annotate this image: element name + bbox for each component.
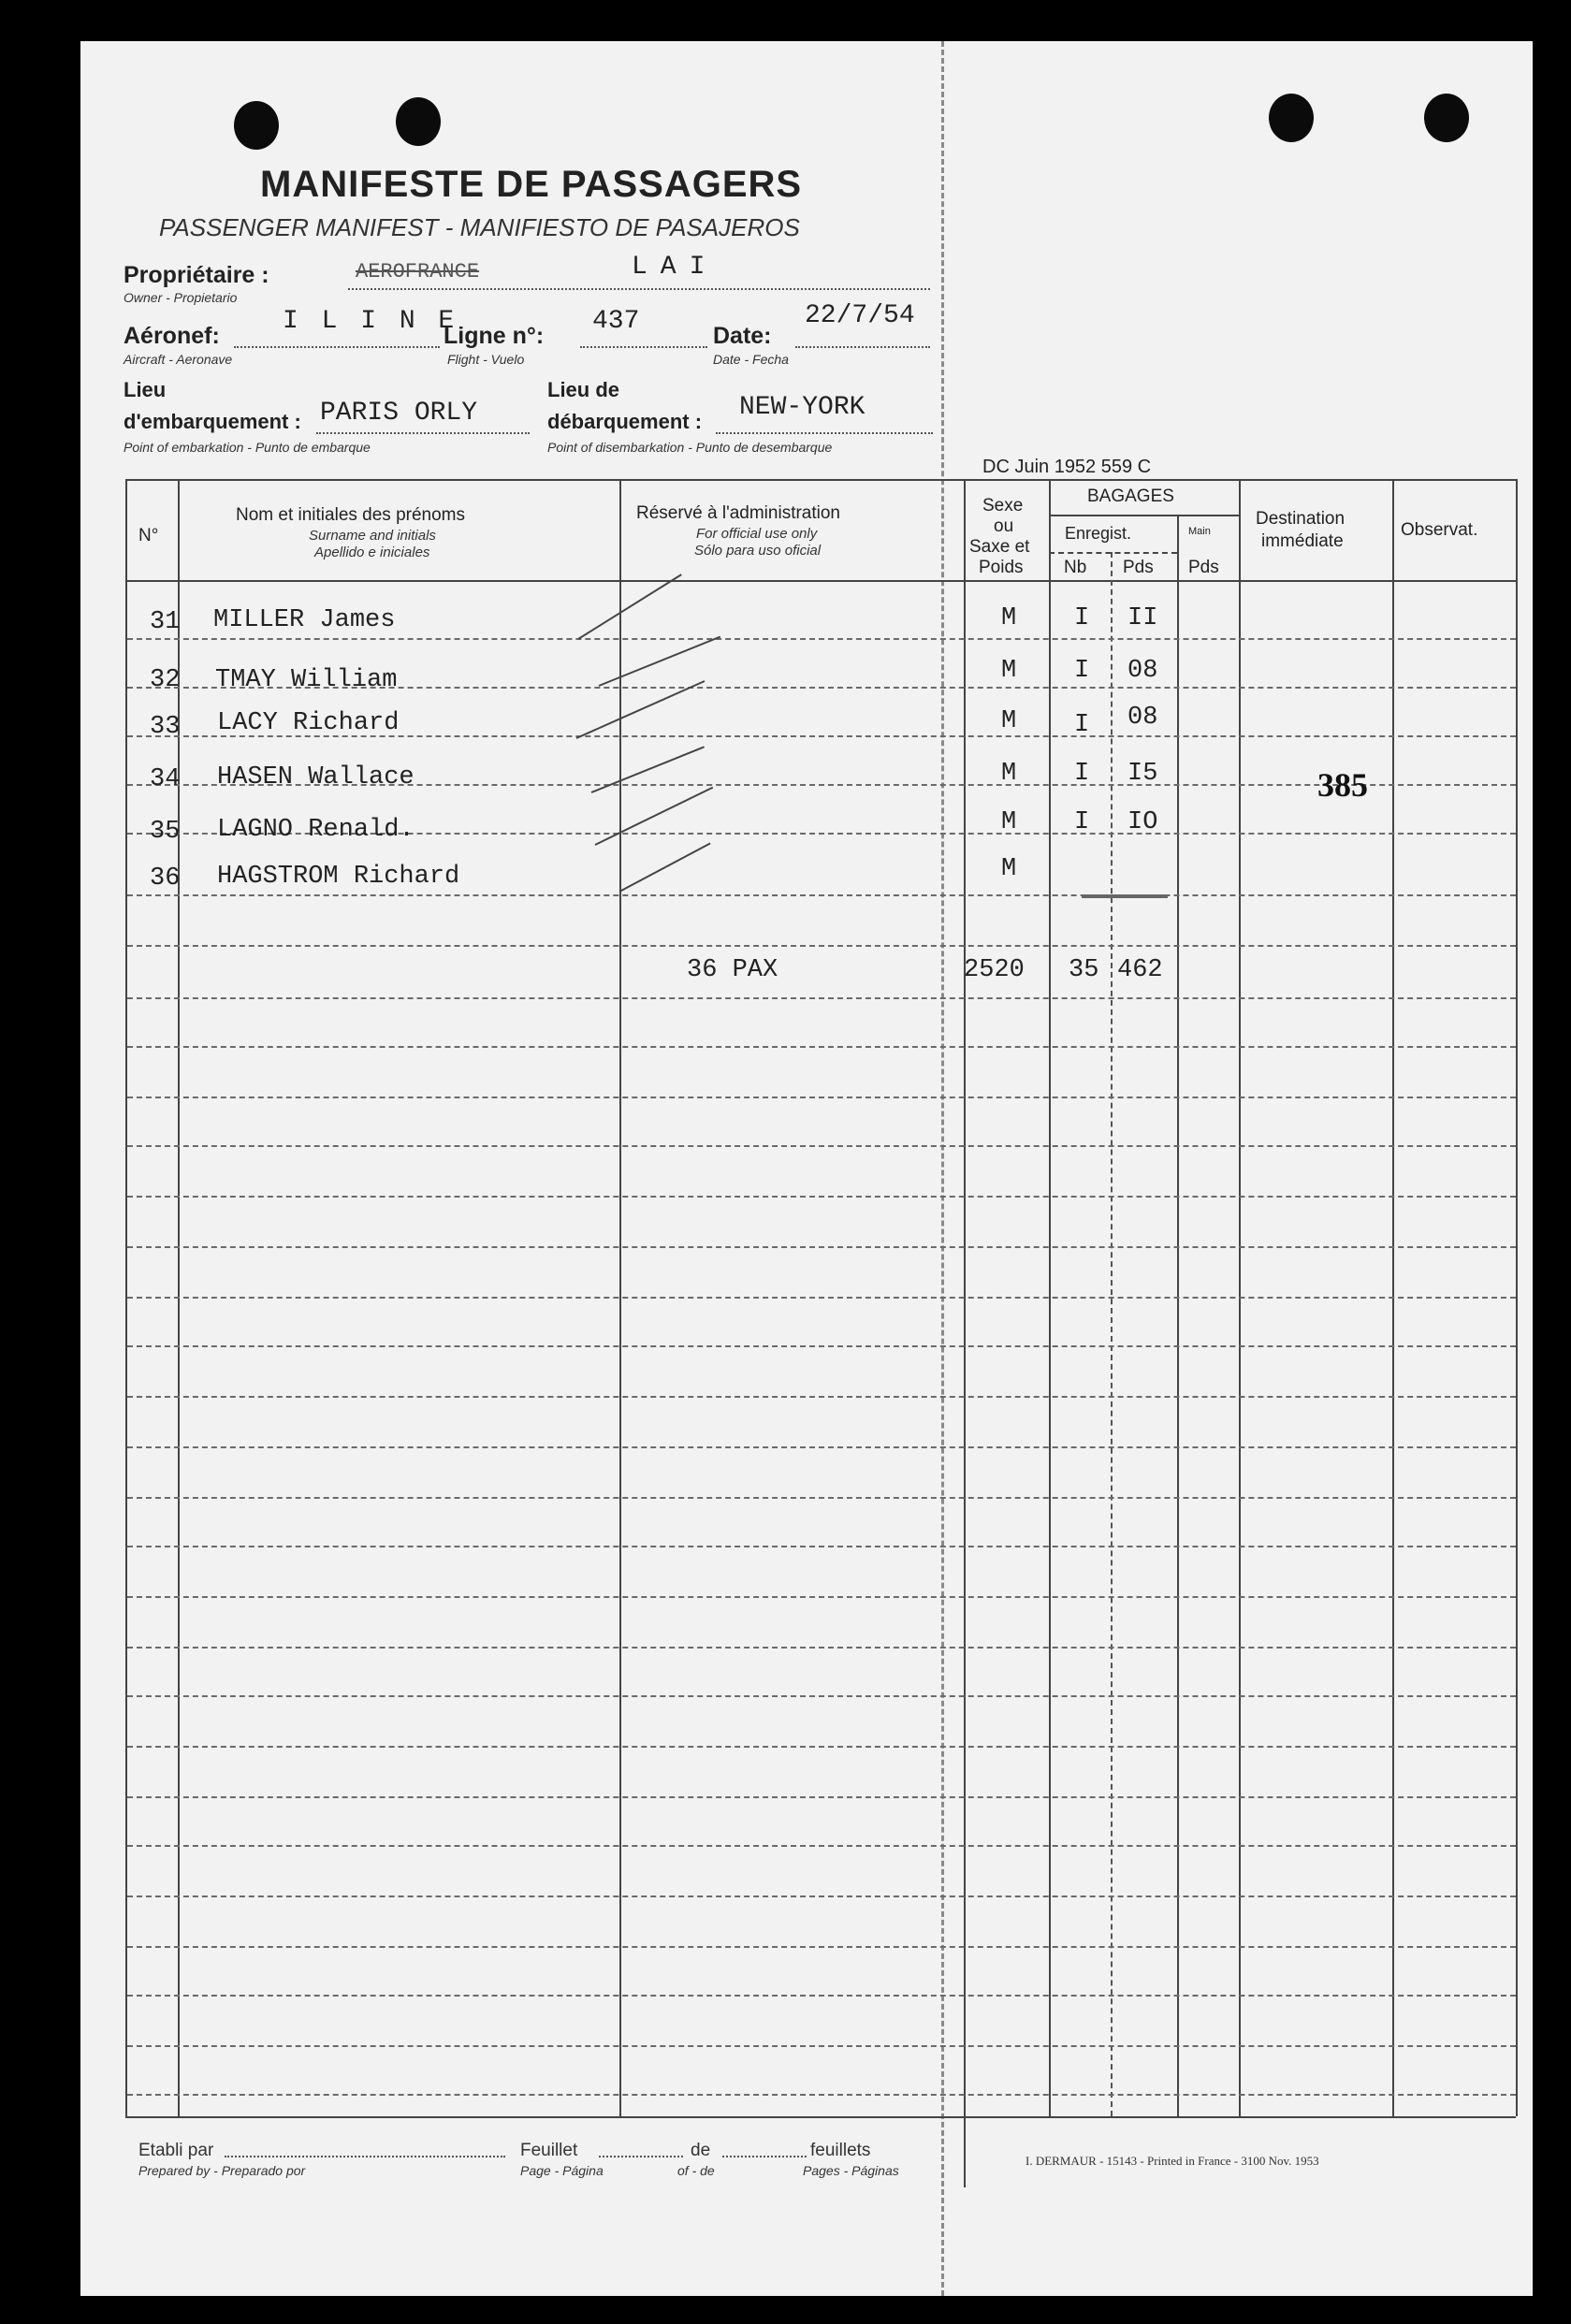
col-name-sub1: Surname and initials xyxy=(309,528,436,544)
row-1-pds: II xyxy=(1127,604,1158,632)
row-1-no: 31 xyxy=(150,608,181,636)
col-name: Nom et initiales des prénoms xyxy=(236,505,465,525)
row-2-name: TMAY William xyxy=(215,666,398,694)
date-value: 22/7/54 xyxy=(805,301,915,330)
total-weight: 2520 xyxy=(964,956,1025,984)
row-5-no: 35 xyxy=(150,818,181,846)
manifest-title: MANIFESTE DE PASSAGERS xyxy=(260,164,803,205)
total-bag-weight: 462 xyxy=(1117,956,1163,984)
row-2-no: 32 xyxy=(150,666,181,694)
row-3-pds: 08 xyxy=(1127,704,1158,732)
row-2-pds: 08 xyxy=(1127,657,1158,685)
owner-struck-value: AEROFRANCE xyxy=(356,260,480,283)
row-3-no: 33 xyxy=(150,713,181,741)
embark-sublabel: Point of embarkation - Punto de embarque xyxy=(124,440,371,455)
col-enreg: Enregist. xyxy=(1065,524,1132,543)
row-2-sex: M xyxy=(1001,657,1017,685)
total-pax: 36 PAX xyxy=(687,956,778,984)
punch-hole-4 xyxy=(1424,94,1469,142)
row-4-pds: I5 xyxy=(1127,760,1158,788)
footer-of-sub: of - de xyxy=(677,2163,715,2178)
owner-label: Propriétaire : xyxy=(124,262,269,288)
row-1-nb: I xyxy=(1074,604,1090,632)
disembark-label-2: débarquement : xyxy=(547,410,703,433)
col-nb: Nb xyxy=(1064,558,1087,577)
footer-page-sub: Page - Página xyxy=(520,2163,604,2178)
row-2-nb: I xyxy=(1074,657,1090,685)
footer-pages: feuillets xyxy=(810,2141,871,2160)
row-1-name: MILLER James xyxy=(213,606,396,634)
row-3-nb: I xyxy=(1074,711,1090,739)
disembark-sublabel: Point of disembarkation - Punto de desembarque xyxy=(547,440,833,455)
embark-label-2: d'embarquement : xyxy=(124,410,301,433)
footer-printer: I. DERMAUR - 15143 - Printed in France - 3100 Nov. 1953 xyxy=(1026,2154,1319,2168)
row-4-name: HASEN Wallace xyxy=(217,763,415,792)
punch-hole-1 xyxy=(234,101,279,150)
embark-value: PARIS ORLY xyxy=(320,399,478,428)
row-1-sex: M xyxy=(1001,604,1017,632)
col-bagages: BAGAGES xyxy=(1087,487,1174,506)
col-pds: Pds xyxy=(1123,558,1154,577)
flight-value: 437 xyxy=(592,307,640,336)
date-label: Date: xyxy=(713,323,772,349)
total-bags: 35 xyxy=(1069,956,1099,984)
row-5-nb: I xyxy=(1074,808,1090,836)
row-5-name: LAGNO Renald. xyxy=(217,816,415,844)
aircraft-label: Aéronef: xyxy=(124,323,220,349)
aircraft-value: I L I N E xyxy=(283,307,458,336)
aircraft-sublabel: Aircraft - Aeronave xyxy=(124,352,233,367)
col-obs: Observat. xyxy=(1401,520,1478,540)
row-6-name: HAGSTROM Richard xyxy=(217,863,460,891)
col-sex-2: ou xyxy=(994,516,1014,536)
row-5-sex: M xyxy=(1001,808,1017,836)
col-main: Main xyxy=(1188,526,1211,537)
row-4-sex: M xyxy=(1001,760,1017,788)
footer-of: de xyxy=(691,2141,711,2160)
manifest-sheet xyxy=(80,41,1533,2296)
row-6-sex: M xyxy=(1001,855,1017,883)
col-sex-1: Sexe xyxy=(982,496,1024,516)
owner-sublabel: Owner - Propietario xyxy=(124,290,238,305)
date-sublabel: Date - Fecha xyxy=(713,352,789,367)
col-name-sub2: Apellido e iniciales xyxy=(314,545,430,560)
row-6-no: 36 xyxy=(150,864,181,893)
col-main-pds: Pds xyxy=(1188,558,1219,577)
destination-note: 385 xyxy=(1317,766,1368,804)
form-code: DC Juin 1952 559 C xyxy=(982,457,1152,477)
footer-pages-sub: Pages - Páginas xyxy=(803,2163,899,2178)
fold-line xyxy=(941,41,944,2296)
footer-page: Feuillet xyxy=(520,2141,578,2160)
disembark-value: NEW-YORK xyxy=(739,393,866,422)
row-3-sex: M xyxy=(1001,707,1017,735)
flight-sublabel: Flight - Vuelo xyxy=(447,352,525,367)
footer-prepared-sub: Prepared by - Preparado por xyxy=(138,2163,306,2178)
punch-hole-2 xyxy=(396,97,441,146)
owner-value: LAI xyxy=(632,253,719,282)
row-4-no: 34 xyxy=(150,765,181,793)
disembark-label-1: Lieu de xyxy=(547,378,620,401)
footer-prepared: Etabli par xyxy=(138,2141,214,2160)
col-dest-1: Destination xyxy=(1256,509,1346,529)
row-4-nb: I xyxy=(1074,760,1090,788)
col-dest-2: immédiate xyxy=(1261,531,1344,551)
col-admin-sub1: For official use only xyxy=(696,526,818,542)
flight-label: Ligne n°: xyxy=(444,323,545,349)
col-sex-4: Poids xyxy=(979,558,1024,577)
col-sex-3: Saxe et xyxy=(969,537,1030,557)
embark-label-1: Lieu xyxy=(124,378,167,401)
col-admin-sub2: Sólo para uso oficial xyxy=(694,543,822,559)
col-no: N° xyxy=(138,526,159,545)
manifest-subtitle: PASSENGER MANIFEST - MANIFIESTO DE PASAJEROS xyxy=(159,213,800,241)
row-5-pds: IO xyxy=(1127,808,1158,836)
punch-hole-3 xyxy=(1269,94,1314,142)
row-3-name: LACY Richard xyxy=(217,709,400,737)
col-admin: Réservé à l'administration xyxy=(636,503,840,523)
